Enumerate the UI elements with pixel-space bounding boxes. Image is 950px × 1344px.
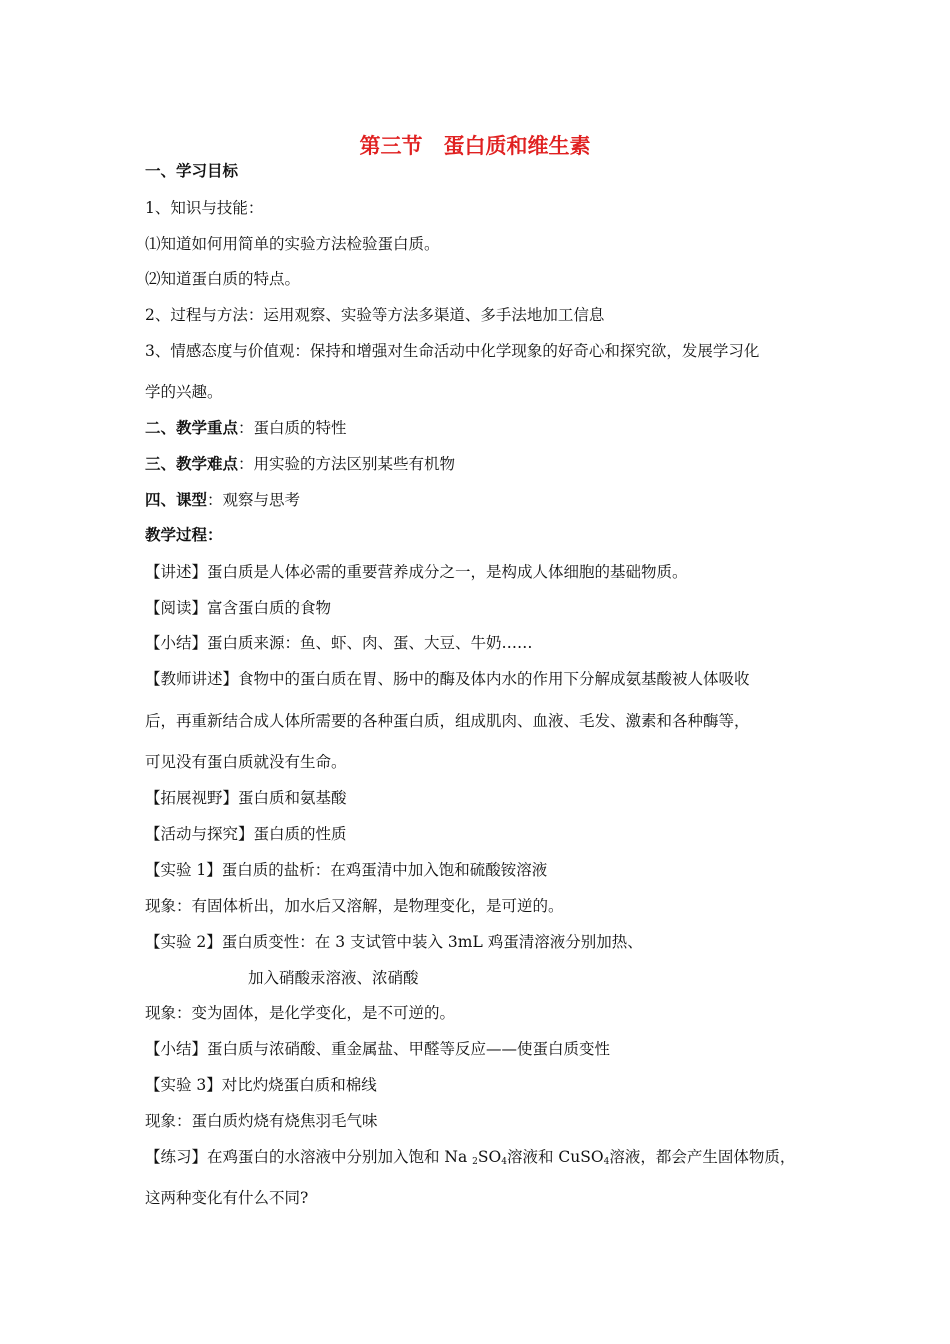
page-title: 第三节 蛋白质和维生素 [359,134,591,158]
teaching-focus-label: 二、教学重点 [145,419,239,437]
practice-subscript-1: 2 [472,1157,478,1167]
practice-text-c: 溶液和 CuSO [506,1148,604,1166]
objective-1b: ⑵知道蛋白质的特点。 [145,270,301,288]
experiment-3: 【实验 3】对比灼烧蛋白质和棉线 [145,1076,377,1094]
teaching-difficulty [145,453,455,475]
teacher-lecture-line3: 可见没有蛋白质就没有生命。 [145,753,347,771]
experiment-2-observation: 现象：变为固体，是化学变化，是不可逆的。 [145,1004,456,1022]
practice-text-d: 溶液，都会产生固体物质， [609,1148,796,1166]
practice-text-b: SO [477,1148,502,1166]
practice-text-a: 【练习】在鸡蛋白的水溶液中分别加入饱和 Na [145,1148,473,1166]
practice-line2: 这两种变化有什么不同? [145,1189,309,1207]
lesson-type [145,489,300,511]
teaching-difficulty-label: 三、教学难点 [145,455,239,473]
teaching-difficulty-text: ：用实验的方法区别某些有机物 [238,455,456,473]
lesson-type-text: ：观察与思考 [207,491,301,509]
experiment-1: 【实验 1】蛋白质的盐析：在鸡蛋清中加入饱和硫酸铵溶液 [145,861,548,879]
expand-horizon: 【拓展视野】蛋白质和氨基酸 [145,789,347,807]
experiment-2-line2: 加入硝酸汞溶液、浓硝酸 [248,969,419,987]
teacher-lecture-line2: 后，再重新结合成人体所需要的各种蛋白质，组成肌肉、血液、毛发、激素和各种酶等， [145,712,750,730]
teacher-lecture-line1: 【教师讲述】食物中的蛋白质在胃、肠中的酶及体内水的作用下分解成氨基酸被人体吸收 [145,670,750,688]
heading-teaching-process: 教学过程： [145,526,223,544]
summary-denaturation: 【小结】蛋白质与浓硝酸、重金属盐、甲醛等反应——使蛋白质变性 [145,1040,611,1058]
practice-subscript-3: 4 [603,1157,610,1167]
lecture-paragraph: 【讲述】蛋白质是人体必需的重要营养成分之一，是构成人体细胞的基础物质。 [145,563,688,581]
teaching-focus [145,417,347,439]
objective-1a: ⑴知道如何用简单的实验方法检验蛋白质。 [145,235,440,253]
reading-paragraph: 【阅读】富含蛋白质的食物 [145,599,332,617]
practice-subscript-2: 4 [501,1157,507,1167]
teaching-focus-text: ：蛋白质的特性 [238,419,347,437]
experiment-1-observation: 现象：有固体析出，加水后又溶解，是物理变化，是可逆的。 [145,897,564,915]
heading-learning-objectives: 一、学习目标 [145,162,239,180]
activity-explore: 【活动与探究】蛋白质的性质 [145,825,347,843]
objective-attitude-line1: 3、情感态度与价值观：保持和增强对生命活动中化学现象的好奇心和探究欲，发展学习化 [145,342,760,360]
lesson-type-label: 四、课型 [145,491,208,509]
summary-sources: 【小结】蛋白质来源：鱼、虾、肉、蛋、大豆、牛奶…… [145,634,533,652]
experiment-3-observation: 现象：蛋白质灼烧有烧焦羽毛气味 [145,1112,378,1130]
objective-process-method: 2、过程与方法：运用观察、实验等方法多渠道、多手法地加工信息 [145,306,605,324]
experiment-2-line1: 【实验 2】蛋白质变性：在 3 支试管中装入 3mL 鸡蛋清溶液分别加热、 [145,933,643,951]
objective-knowledge-skills: 1、知识与技能： [145,199,264,217]
practice-line1 [145,1146,795,1173]
objective-attitude-line2: 学的兴趣。 [145,383,223,401]
